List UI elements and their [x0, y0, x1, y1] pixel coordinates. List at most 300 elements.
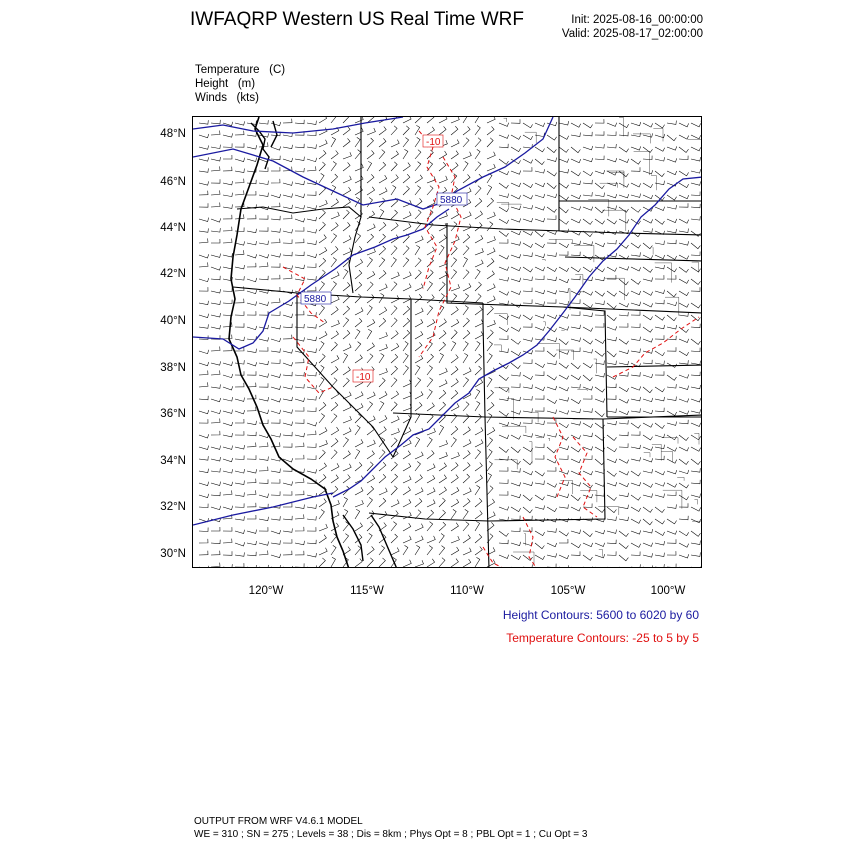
- wind-barb: [259, 120, 268, 124]
- wind-barb: [403, 126, 409, 135]
- county-line: [665, 297, 679, 315]
- wind-barb: [679, 531, 689, 536]
- wind-barb: [427, 117, 434, 123]
- wind-barb: [331, 174, 338, 183]
- wind-barb: [283, 349, 293, 353]
- wind-barb: [607, 459, 617, 463]
- wind-barb: [451, 438, 456, 448]
- lat-label-32: 32°N: [160, 501, 186, 513]
- wind-barb: [427, 282, 433, 292]
- wind-barb: [547, 351, 556, 357]
- wind-barb: [319, 200, 327, 207]
- wind-barb: [571, 530, 581, 534]
- wind-barb: [511, 206, 521, 210]
- wind-barb: [475, 547, 482, 556]
- wind-barb: [583, 395, 592, 399]
- wind-barb: [391, 223, 398, 232]
- wind-barb: [283, 397, 293, 401]
- wind-barb: [439, 390, 446, 399]
- wind-barb: [643, 447, 653, 451]
- wind-barb: [415, 402, 422, 411]
- wind-barb: [499, 491, 508, 495]
- wind-barb: [487, 320, 495, 327]
- wind-barb: [415, 150, 421, 159]
- wind-barb: [691, 252, 700, 256]
- wind-barb: [595, 339, 605, 344]
- wind-barb: [631, 183, 641, 187]
- wind-barb: [667, 397, 676, 401]
- wind-barb: [643, 360, 652, 364]
- wind-barb: [571, 543, 581, 548]
- wind-barb: [691, 267, 701, 272]
- county-line: [661, 451, 672, 462]
- wind-barb: [259, 410, 269, 414]
- wind-barb: [463, 522, 469, 531]
- wind-barb: [691, 552, 700, 556]
- wind-barb: [391, 331, 398, 340]
- county-line: [543, 322, 545, 326]
- wind-barb: [463, 474, 470, 483]
- wind-barb: [223, 490, 232, 495]
- wind-barb: [427, 475, 435, 483]
- wind-barb: [655, 351, 665, 356]
- wind-barb: [607, 507, 616, 513]
- wind-barb: [247, 336, 256, 340]
- wind-barb: [523, 243, 533, 248]
- wind-barb: [247, 362, 257, 366]
- wind-barb: [247, 541, 257, 545]
- wind-barb: [379, 318, 386, 327]
- wind-barb: [211, 384, 220, 388]
- wind-barb: [307, 516, 316, 520]
- wind-barb: [511, 339, 521, 344]
- wind-barb: [619, 219, 629, 223]
- wind-barb: [295, 527, 304, 531]
- wind-barb: [691, 348, 700, 352]
- wind-barb: [403, 330, 410, 339]
- wind-barb: [595, 492, 604, 496]
- wind-barb: [439, 368, 447, 375]
- county-line: [529, 442, 532, 464]
- wind-barb: [331, 212, 339, 219]
- wind-barb: [679, 420, 688, 424]
- wind-barb: [475, 331, 483, 339]
- wind-barb: [463, 368, 471, 376]
- wind-barb: [451, 246, 457, 255]
- wind-barb: [331, 427, 339, 435]
- svg-text:-10: -10: [356, 372, 371, 383]
- wind-barb: [439, 452, 447, 459]
- wind-barb: [451, 319, 459, 327]
- wind-barb: [559, 147, 569, 152]
- wind-barb: [199, 228, 208, 232]
- wind-barb: [283, 205, 293, 209]
- wind-barb: [547, 361, 556, 365]
- wind-barb: [391, 151, 399, 159]
- wind-barb: [619, 387, 629, 392]
- wind-barb: [535, 314, 545, 318]
- wind-barb: [607, 517, 616, 521]
- wind-barb: [619, 361, 629, 365]
- wind-barb: [283, 335, 292, 339]
- wind-barb: [451, 355, 458, 364]
- wind-barb: [655, 482, 665, 486]
- wind-barb: [379, 344, 387, 351]
- wind-barb: [343, 438, 349, 448]
- county-line: [579, 292, 583, 293]
- wind-barb: [559, 159, 569, 163]
- wind-barb: [343, 497, 348, 507]
- wind-barb: [475, 260, 483, 267]
- wind-barb: [679, 279, 689, 283]
- wind-barb: [355, 128, 363, 135]
- wind-barb: [307, 408, 316, 412]
- wind-barb: [679, 291, 689, 296]
- wind-barb: [523, 123, 533, 128]
- wind-barb: [499, 467, 508, 471]
- wind-barb: [655, 456, 664, 460]
- wind-barb: [583, 408, 592, 412]
- wind-barb: [271, 419, 280, 423]
- wind-barb: [451, 452, 459, 459]
- wind-barb: [283, 362, 293, 366]
- wind-barb: [199, 238, 208, 243]
- wind-barb: [295, 398, 305, 402]
- wind-barb: [295, 311, 304, 315]
- wind-barb: [643, 387, 652, 393]
- wind-barb: [319, 402, 326, 411]
- wind-barb: [679, 183, 689, 188]
- wind-barb: [211, 325, 221, 329]
- wind-barb: [391, 282, 397, 291]
- wind-barb: [667, 325, 677, 329]
- wind-barb: [631, 552, 640, 556]
- wind-barb: [415, 342, 422, 351]
- wind-barb: [463, 212, 471, 219]
- wind-barb: [271, 167, 280, 171]
- wind-barb: [367, 522, 373, 531]
- wind-barb: [427, 234, 434, 243]
- wind-barb: [607, 267, 617, 271]
- wind-barb: [583, 123, 593, 128]
- wind-barb: [247, 432, 256, 436]
- wind-barb: [559, 410, 569, 414]
- county-line: [663, 490, 682, 509]
- county-line: [677, 477, 684, 480]
- wind-barb: [475, 354, 482, 363]
- wind-barb: [475, 389, 480, 399]
- wind-barb: [247, 145, 257, 149]
- wind-barb: [199, 566, 209, 568]
- wind-barb: [247, 503, 256, 507]
- wind-barb: [379, 401, 384, 411]
- wind-barb: [319, 282, 325, 292]
- wind-barb: [475, 427, 483, 435]
- wind-barb: [523, 408, 532, 412]
- wind-barb: [667, 315, 676, 321]
- wind-barb: [295, 384, 304, 388]
- wind-barb: [367, 533, 372, 543]
- wind-barb: [631, 386, 641, 390]
- wind-barb: [655, 507, 665, 513]
- wind-barb: [643, 315, 653, 320]
- wind-barb: [319, 524, 327, 531]
- wind-barb: [343, 367, 350, 375]
- wind-barb: [547, 433, 557, 437]
- wind-barb: [571, 363, 580, 369]
- wind-barb: [223, 564, 232, 568]
- wind-barb: [487, 296, 495, 303]
- wind-barb: [223, 181, 233, 185]
- wind-barb: [691, 157, 701, 161]
- wind-barb: [691, 398, 701, 402]
- wind-barb: [439, 162, 446, 171]
- wind-barb: [475, 320, 483, 328]
- wind-barb: [391, 462, 397, 471]
- wind-barb: [235, 445, 245, 449]
- wind-barb: [463, 330, 470, 339]
- wind-barb: [403, 306, 410, 315]
- wind-barb: [367, 402, 373, 411]
- wind-barb: [235, 121, 245, 125]
- wind-barb: [259, 337, 269, 341]
- wind-barb: [367, 546, 374, 555]
- wind-barb: [655, 519, 665, 524]
- wind-barb: [631, 372, 640, 376]
- wind-barb: [595, 243, 605, 247]
- wind-barb: [691, 507, 701, 511]
- wind-barb: [271, 516, 280, 520]
- wind-barb: [595, 144, 604, 148]
- wind-barb: [199, 350, 209, 354]
- wind-barb: [619, 266, 629, 270]
- wind-barb: [667, 291, 676, 297]
- wind-barb: [259, 467, 268, 471]
- wind-barb: [391, 522, 397, 531]
- wind-barb: [211, 179, 220, 183]
- wind-barb: [235, 516, 244, 520]
- wind-barb: [295, 252, 304, 256]
- wind-barb: [211, 431, 220, 435]
- wind-barb: [571, 147, 580, 153]
- wind-barb: [523, 555, 533, 561]
- wind-barb: [271, 122, 281, 126]
- wind-barb: [415, 498, 422, 507]
- wind-barb: [343, 152, 351, 159]
- wind-barb: [451, 140, 459, 148]
- wind-barb: [511, 411, 521, 415]
- wind-barb: [583, 567, 593, 568]
- wind-barb: [451, 341, 456, 351]
- wind-barb: [691, 123, 701, 127]
- wind-barb: [319, 463, 327, 471]
- wind-barb: [691, 303, 701, 308]
- wind-barb: [679, 411, 689, 415]
- wind-barb: [439, 151, 447, 159]
- wind-barb: [403, 149, 408, 159]
- wind-barb: [211, 157, 221, 161]
- wind-barb: [667, 447, 677, 451]
- wind-barb: [655, 423, 665, 429]
- wind-barb: [259, 181, 268, 185]
- wind-barb: [355, 559, 362, 568]
- wind-barb: [583, 267, 593, 272]
- wind-barb: [271, 348, 280, 352]
- wind-barb: [499, 207, 509, 212]
- wind-barb: [235, 563, 244, 567]
- wind-barb: [367, 440, 375, 447]
- county-line: [560, 480, 572, 494]
- wind-barb: [211, 527, 220, 531]
- wind-barb: [535, 218, 545, 222]
- wind-barb: [499, 422, 509, 426]
- wind-barb: [295, 337, 305, 341]
- wind-barb: [319, 306, 325, 316]
- wind-barb: [367, 451, 374, 459]
- wind-barb: [559, 363, 569, 368]
- wind-barb: [667, 422, 677, 426]
- wind-barb: [643, 483, 653, 487]
- wind-barb: [379, 368, 387, 375]
- wind-barb: [451, 523, 459, 531]
- wind-barb: [427, 342, 432, 352]
- wind-barb: [595, 411, 604, 417]
- wind-barb: [535, 543, 544, 549]
- wind-barb: [499, 555, 509, 559]
- wind-barb: [247, 552, 256, 556]
- wind-barb: [223, 551, 232, 555]
- wind-barb: [379, 498, 386, 507]
- wind-barb: [343, 451, 350, 459]
- wind-barb: [631, 267, 641, 271]
- wind-barb: [535, 169, 545, 173]
- wind-barb: [391, 486, 397, 495]
- wind-barb: [355, 392, 363, 400]
- wind-barb: [487, 330, 493, 339]
- wind-barb: [583, 433, 593, 437]
- wind-barb: [655, 265, 665, 269]
- wind-barb: [415, 378, 421, 387]
- wind-barb: [607, 132, 616, 136]
- wind-barb: [403, 523, 411, 531]
- wind-barb: [367, 138, 374, 147]
- wind-barb: [607, 395, 616, 399]
- county-line: [633, 134, 650, 144]
- wind-barb: [367, 198, 373, 208]
- wind-barb: [379, 188, 387, 196]
- wind-barb: [475, 463, 482, 472]
- wind-barb: [247, 263, 256, 267]
- wind-barb: [631, 207, 641, 212]
- wind-barb: [307, 132, 316, 136]
- wind-barb: [199, 262, 208, 267]
- wind-barb: [223, 227, 232, 231]
- county-line: [507, 399, 514, 420]
- wind-barb: [355, 282, 362, 291]
- wind-barb: [283, 274, 292, 279]
- wind-barb: [559, 207, 568, 213]
- wind-barb: [235, 530, 245, 534]
- wind-barb: [307, 191, 316, 195]
- wind-barb: [583, 363, 593, 368]
- county-line: [619, 117, 623, 136]
- wind-barb: [595, 170, 605, 174]
- wind-barb: [523, 564, 532, 568]
- wind-barb: [679, 327, 689, 333]
- wind-barb: [499, 194, 509, 198]
- wind-barb: [379, 474, 386, 483]
- wind-barb: [283, 385, 293, 389]
- wind-barb: [487, 126, 494, 135]
- height-contours: [193, 117, 702, 525]
- wind-barb: [391, 378, 397, 387]
- wind-barb: [415, 524, 423, 531]
- lon-label-115: 115°W: [350, 585, 384, 597]
- wind-barb: [559, 169, 569, 173]
- wind-barb: [451, 403, 459, 411]
- wind-barb: [271, 275, 280, 279]
- wind-barb: [595, 291, 605, 296]
- wind-barb: [607, 567, 617, 568]
- wind-barb: [367, 294, 374, 303]
- wind-barb: [583, 180, 592, 184]
- wind-barb: [415, 258, 421, 267]
- wind-barb: [523, 459, 532, 465]
- wind-barb: [367, 306, 372, 316]
- wind-barb: [679, 255, 689, 259]
- wind-barb: [379, 427, 386, 435]
- wind-barb: [319, 247, 327, 255]
- wind-barb: [235, 323, 244, 327]
- wind-barb: [367, 354, 373, 363]
- wind-barb: [283, 372, 292, 376]
- wind-barb: [199, 287, 208, 291]
- wind-barb: [679, 503, 688, 507]
- wind-barb: [391, 534, 398, 543]
- wind-barb: [319, 235, 326, 243]
- wind-barb: [343, 117, 349, 123]
- wind-barb: [271, 239, 280, 243]
- wind-barb: [475, 366, 482, 375]
- wind-barb: [343, 318, 349, 327]
- wind-barb: [559, 482, 569, 486]
- wind-barb: [379, 391, 387, 399]
- wind-barb: [391, 162, 397, 171]
- wind-barb: [259, 504, 268, 508]
- wind-barb: [607, 219, 617, 224]
- wind-barb: [211, 419, 220, 424]
- wind-barb: [235, 169, 244, 173]
- wind-barb: [547, 183, 556, 189]
- wind-barb: [547, 207, 557, 212]
- wind-barb: [295, 205, 305, 209]
- wind-barb: [307, 396, 316, 400]
- wind-barb: [643, 543, 653, 547]
- wind-barb: [523, 299, 532, 303]
- wind-barb: [667, 470, 677, 474]
- variable-name: Temperature: [195, 64, 260, 76]
- wind-barb: [595, 131, 604, 135]
- wind-barb: [487, 222, 493, 231]
- wind-barb: [475, 414, 482, 423]
- wind-barb: [643, 267, 653, 272]
- wind-barb: [595, 470, 605, 474]
- wind-barb: [223, 433, 233, 437]
- wind-barb: [487, 449, 492, 459]
- wind-barb: [619, 505, 629, 509]
- wind-barb: [307, 205, 317, 209]
- wind-barb: [523, 315, 533, 320]
